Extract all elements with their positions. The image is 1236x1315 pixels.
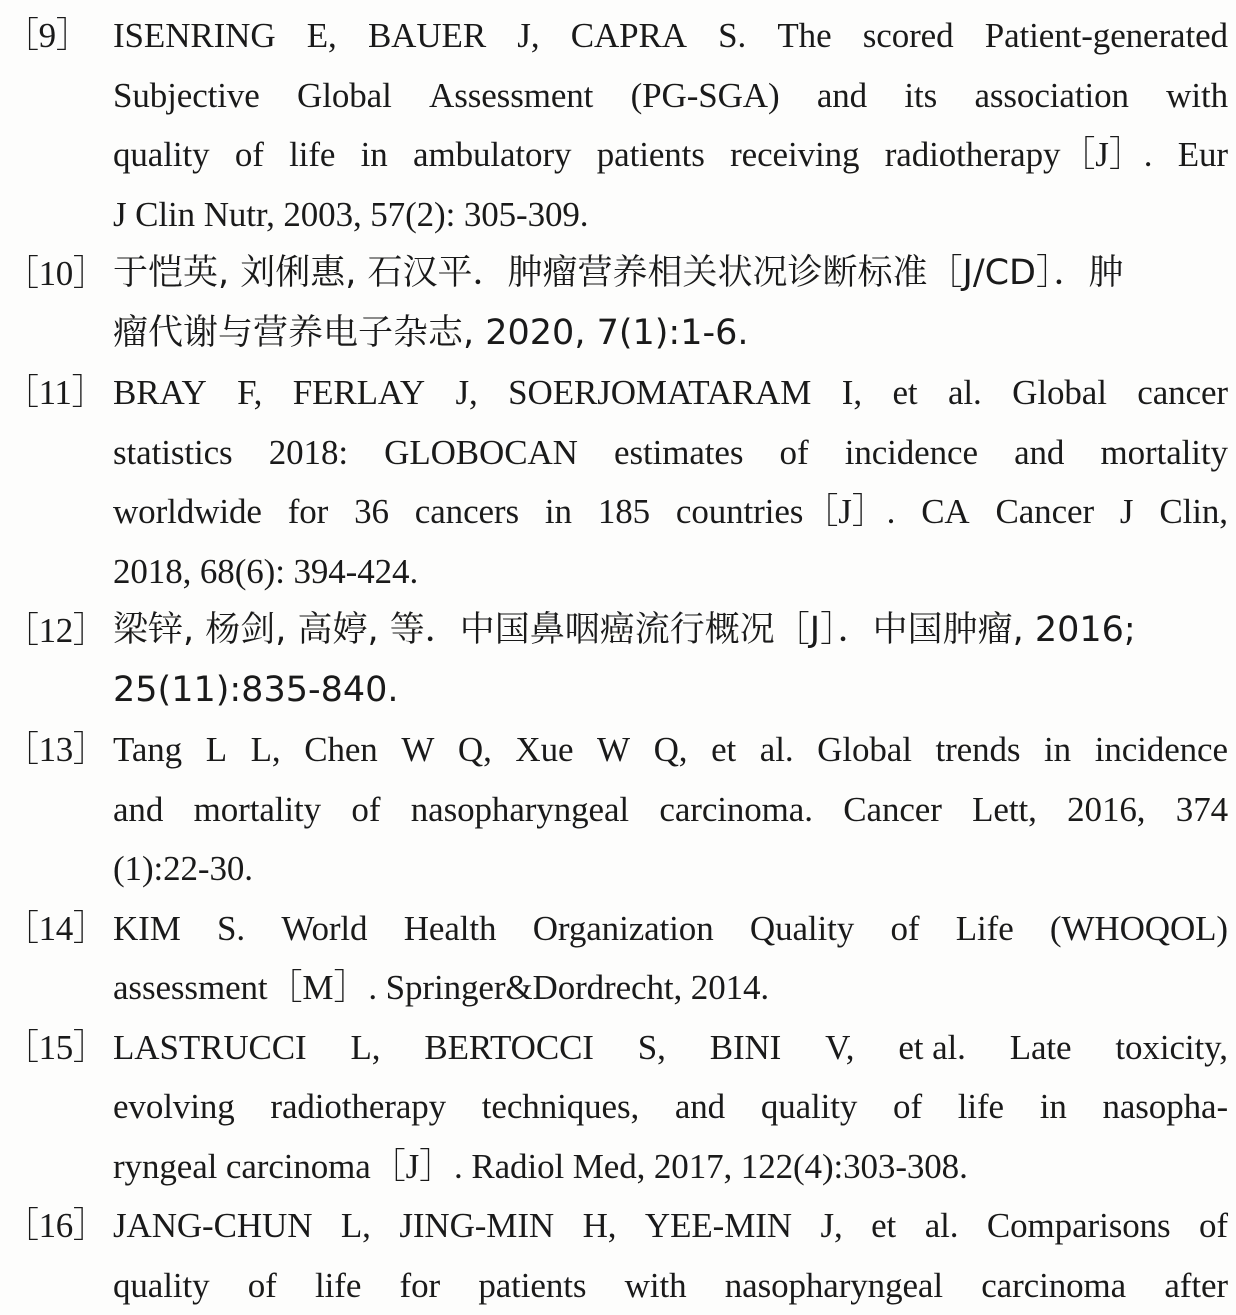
line-token: JANG-CHUN [113, 1196, 312, 1256]
line-token: after [1164, 1256, 1228, 1315]
line-token: of [1199, 1196, 1228, 1256]
line-token: et al. [898, 1018, 965, 1078]
line-token: of [248, 1256, 277, 1315]
line-token: receiving [730, 125, 859, 185]
reference-line: (1):22-30. [113, 839, 1236, 899]
line-token: evolving [113, 1077, 235, 1137]
line-token: ISENRING [113, 6, 276, 66]
line-token: statistics [113, 423, 233, 483]
line-token: 185 [598, 482, 650, 542]
reference-entry [0, 720, 1236, 899]
reference-number: ［12］ [0, 601, 104, 661]
line-token: S, [638, 1018, 666, 1078]
line-token: incidence [845, 423, 978, 483]
line-token: Cancer [843, 780, 942, 840]
line-token: with [1166, 66, 1228, 126]
line-token: V, [825, 1018, 854, 1078]
line-token: L, [350, 1018, 380, 1078]
line-token: H, [583, 1196, 617, 1256]
line-token: Life [956, 899, 1014, 959]
line-token: al. [760, 720, 794, 780]
line-token: L [206, 720, 227, 780]
line-token: patients [478, 1256, 586, 1315]
line-token: FERLAY [293, 363, 425, 423]
line-token: BRAY [113, 363, 207, 423]
line-token: of [351, 780, 380, 840]
line-token: association [974, 66, 1128, 126]
line-token: and [1014, 423, 1064, 483]
line-token: Cancer [996, 482, 1095, 542]
reference-entry [0, 1018, 1236, 1197]
reference-text [113, 1196, 1236, 1315]
line-token: BERTOCCI [424, 1018, 594, 1078]
reference-line [113, 899, 1228, 959]
line-token: J, [820, 1196, 842, 1256]
reference-text [113, 6, 1236, 244]
line-token: I, [842, 363, 862, 423]
line-token: The [777, 6, 831, 66]
line-token: ambulatory [413, 125, 571, 185]
line-token: scored [863, 6, 954, 66]
line-token: Tang [113, 720, 182, 780]
reference-line [113, 125, 1228, 185]
line-token: YEE-MIN [645, 1196, 792, 1256]
reference-text [113, 1018, 1236, 1197]
reference-number: ［11］ [0, 363, 104, 423]
line-token: F, [237, 363, 262, 423]
line-token: al. [948, 363, 982, 423]
line-token: Chen [304, 720, 377, 780]
line-token: et [871, 1196, 896, 1256]
reference-line: 梁锌, 杨剑, 高婷, 等．中国鼻咽癌流行概况［J］．中国肿瘤, 2016; [113, 601, 1236, 661]
reference-line: J Clin Nutr, 2003, 57(2): 305-309. [113, 185, 1236, 245]
line-token: S. [217, 899, 245, 959]
line-token: Lett, [972, 780, 1037, 840]
reference-text [113, 244, 1236, 363]
line-token: Global [1012, 363, 1107, 423]
line-token: life [289, 125, 335, 185]
reference-line: 2018, 68(6): 394-424. [113, 542, 1236, 602]
line-token: for [288, 482, 329, 542]
line-token: carcinoma. [659, 780, 813, 840]
reference-line [113, 423, 1228, 483]
line-token: J [1120, 482, 1134, 542]
line-token: LASTRUCCI [113, 1018, 307, 1078]
line-token: and [675, 1077, 725, 1137]
line-token: cancer [1137, 363, 1228, 423]
line-token: quality [113, 1256, 210, 1315]
line-token: Patient-generated [985, 6, 1228, 66]
line-token: Global [297, 66, 392, 126]
line-token: for [400, 1256, 441, 1315]
reference-entry [0, 899, 1236, 1018]
reference-entry [0, 244, 1236, 363]
line-token: 36 [354, 482, 389, 542]
line-token: of [235, 125, 264, 185]
line-token: W [597, 720, 630, 780]
line-token: al. [925, 1196, 959, 1256]
line-token: World [281, 899, 367, 959]
line-token: toxicity, [1115, 1018, 1228, 1078]
line-token: J, [456, 363, 478, 423]
line-token: with [625, 1256, 687, 1315]
line-token: trends [935, 720, 1020, 780]
line-token: life [958, 1077, 1004, 1137]
line-token: cancers [415, 482, 519, 542]
line-token: of [890, 899, 919, 959]
reference-text [113, 363, 1236, 601]
line-token: estimates [614, 423, 743, 483]
reference-line: 瘤代谢与营养电子杂志, 2020, 7(1):1-6. [113, 304, 1236, 364]
reference-entry [0, 6, 1236, 244]
reference-line: 25(11):835-840. [113, 661, 1236, 721]
line-token: JING-MIN [399, 1196, 554, 1256]
line-token: in [1044, 720, 1071, 780]
line-token: nasopharyngeal [725, 1256, 943, 1315]
reference-line: ryngeal carcinoma［J］. Radiol Med, 2017, 122(4):303-308. [113, 1137, 1236, 1197]
line-token: L, [251, 720, 281, 780]
reference-line: 于恺英, 刘俐惠, 石汉平．肿瘤营养相关状况诊断标准［J/CD］．肿 [113, 244, 1236, 304]
line-token: mortality [1101, 423, 1228, 483]
line-token: of [893, 1077, 922, 1137]
line-token: SOERJOMATARAM [508, 363, 811, 423]
reference-number: ［13］ [0, 720, 104, 780]
line-token: and [113, 780, 163, 840]
line-token: 2018: [269, 423, 348, 483]
line-token: L, [341, 1196, 371, 1256]
reference-line [113, 720, 1228, 780]
reference-entry [0, 363, 1236, 601]
line-token: life [315, 1256, 361, 1315]
line-token: KIM [113, 899, 181, 959]
line-token: CA [921, 482, 969, 542]
line-token: 374 [1176, 780, 1228, 840]
line-token: GLOBOCAN [384, 423, 578, 483]
line-token: nasopharyngeal [411, 780, 629, 840]
line-token: in [545, 482, 572, 542]
reference-line [113, 66, 1228, 126]
line-token: nasopha- [1102, 1077, 1228, 1137]
line-token: Global [817, 720, 912, 780]
reference-line [113, 1196, 1228, 1256]
reference-number: ［9］ [0, 6, 104, 66]
line-token: radiotherapy［J］. [885, 125, 1153, 185]
line-token: J, [517, 6, 539, 66]
line-token: carcinoma [981, 1256, 1126, 1315]
line-token: of [780, 423, 809, 483]
line-token: mortality [194, 780, 321, 840]
line-token: in [1040, 1077, 1067, 1137]
reference-entry [0, 1196, 1236, 1315]
line-token: Xue [515, 720, 573, 780]
line-token: techniques, [482, 1077, 639, 1137]
line-token: in [361, 125, 388, 185]
line-token: (WHOQOL) [1050, 899, 1228, 959]
reference-entry [0, 601, 1236, 720]
line-token: and [817, 66, 867, 126]
reference-line [113, 1077, 1228, 1137]
reference-text [113, 899, 1236, 1018]
reference-number: ［10］ [0, 244, 104, 304]
line-token: S. [718, 6, 746, 66]
line-token: Subjective [113, 66, 260, 126]
line-token: 2016, [1067, 780, 1145, 840]
line-token: radiotherapy [270, 1077, 446, 1137]
reference-line [113, 363, 1228, 423]
reference-number: ［16］ [0, 1196, 104, 1256]
reference-line: assessment［M］. Springer&Dordrecht, 2014. [113, 958, 1236, 1018]
line-token: Q, [654, 720, 688, 780]
reference-text [113, 720, 1236, 899]
line-token: Quality [750, 899, 854, 959]
line-token: et [711, 720, 736, 780]
line-token: BINI [710, 1018, 782, 1078]
line-token: W [401, 720, 434, 780]
line-token: Clin, [1159, 482, 1228, 542]
line-token: (PG-SGA) [631, 66, 780, 126]
reference-number: ［14］ [0, 899, 104, 959]
reference-line [113, 482, 1228, 542]
line-token: CAPRA [571, 6, 687, 66]
line-token: its [904, 66, 937, 126]
line-token: E, [307, 6, 337, 66]
reference-line [113, 1018, 1228, 1078]
line-token: countries［J］. [676, 482, 895, 542]
reference-number: ［15］ [0, 1018, 104, 1078]
reference-line [113, 1256, 1228, 1315]
line-token: Health [404, 899, 497, 959]
line-token: Comparisons [987, 1196, 1171, 1256]
line-token: et [892, 363, 917, 423]
line-token: Organization [533, 899, 714, 959]
line-token: incidence [1095, 720, 1228, 780]
reference-text [113, 601, 1236, 720]
line-token: Assessment [429, 66, 593, 126]
line-token: quality [113, 125, 210, 185]
line-token: Eur [1178, 125, 1228, 185]
line-token: Late [1010, 1018, 1072, 1078]
line-token: patients [597, 125, 705, 185]
reference-line [113, 6, 1228, 66]
line-token: quality [761, 1077, 858, 1137]
line-token: Q, [458, 720, 492, 780]
reference-line [113, 780, 1228, 840]
line-token: worldwide [113, 482, 262, 542]
line-token: BAUER [368, 6, 486, 66]
